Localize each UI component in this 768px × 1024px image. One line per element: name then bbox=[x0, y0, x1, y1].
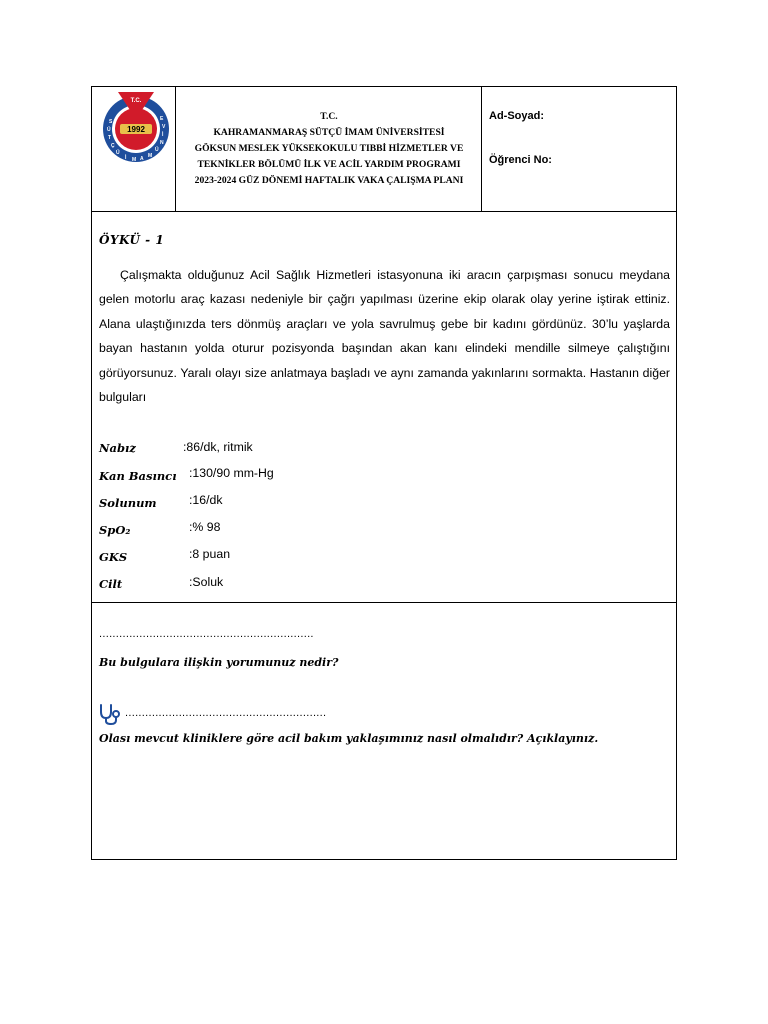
vital-value-pulse: :86/dk, ritmik bbox=[183, 440, 253, 454]
svg-text:Ü: Ü bbox=[155, 147, 159, 153]
logo-year: 1992 bbox=[127, 125, 145, 134]
header-line-1: T.C. bbox=[320, 111, 338, 122]
logo-tc-text: T.C. bbox=[130, 98, 142, 104]
vital-value-spo2: :% 98 bbox=[189, 520, 221, 534]
header-title bbox=[176, 87, 482, 211]
vital-label-gcs: GKS bbox=[99, 550, 128, 564]
section-divider bbox=[92, 602, 676, 603]
name-field-label[interactable]: Ad-Soyad: bbox=[489, 110, 544, 122]
story-text: Çalışmakta olduğunuz Acil Sağlık Hizmetleri istasyonuna iki aracın çarpışması sonucu meydana gelen motorlu araç kazası nedeniyle bir çağrı yapılması üzerine ekip olarak olay yerine iştirak ettiniz. Alana ulaştığınızda ters dönmüş araçları ve yola savrulmuş gebe bir kadını gördünüz. 30’lu yaşlarda bayan hastanın yolda oturur pozisyonda başından akan kanı elindeki mendille silmeye çalıştığını görüyorsunuz. Yaralı olayı size anlatmaya başladı ve aynı zamanda yakınlarını sormakta. Hastanın diğer bulguları bbox=[99, 268, 670, 405]
header-line-5: 2023-2024 GÜZ DÖNEMİ HAFTALIK VAKA ÇALIŞMA PLANI bbox=[194, 175, 464, 186]
svg-text:N: N bbox=[160, 140, 164, 146]
student-no-field-label[interactable]: Öğrenci No: bbox=[489, 154, 552, 166]
vital-value-blood-pressure: :130/90 mm-Hg bbox=[189, 466, 274, 480]
header-line-3: GÖKSUN MESLEK YÜKSEKOKULU TIBBİ HİZMETLER VE bbox=[194, 143, 464, 154]
vital-label-skin: Cilt bbox=[99, 577, 123, 591]
svg-text:İ: İ bbox=[162, 132, 164, 138]
svg-text:Ü: Ü bbox=[116, 150, 120, 156]
svg-text:M: M bbox=[132, 157, 137, 163]
question-1: Bu bulgulara ilişkin yorumunuz nedir? bbox=[99, 656, 339, 669]
question-2: Olası mevcut kliniklere göre acil bakım yaklaşımınız nasıl olmalıdır? Açıklayınız. bbox=[99, 732, 599, 745]
vital-value-respiration: :16/dk bbox=[189, 493, 223, 507]
vital-label-pulse: Nabız bbox=[99, 441, 136, 455]
svg-text:E: E bbox=[160, 116, 164, 122]
story-title: ÖYKÜ - 1 bbox=[99, 233, 165, 247]
vital-label-blood-pressure: Kan Basıncı bbox=[99, 469, 177, 483]
vital-value-gcs: :8 puan bbox=[189, 547, 231, 561]
header-line-4: TEKNİKLER BÖLÜMÜ İLK VE ACİL YARDIM PROGRAMI bbox=[197, 159, 461, 170]
header-bottom-line bbox=[92, 211, 676, 212]
svg-text:Ç: Ç bbox=[111, 143, 115, 149]
svg-text:A: A bbox=[140, 156, 144, 162]
vital-label-respiration: Solunum bbox=[99, 496, 157, 510]
vital-value-skin: :Soluk bbox=[189, 575, 224, 589]
answer-line-2[interactable]: ............................................................ bbox=[125, 707, 327, 719]
answer-line-1[interactable]: ................................................................ bbox=[99, 628, 314, 640]
stethoscope-icon bbox=[98, 703, 122, 725]
svg-text:Ü: Ü bbox=[107, 127, 111, 133]
svg-text:İ: İ bbox=[125, 155, 127, 161]
university-seal-logo bbox=[98, 89, 174, 165]
case-study-form bbox=[91, 86, 677, 860]
svg-text:T: T bbox=[108, 135, 112, 141]
svg-text:S: S bbox=[109, 119, 113, 125]
svg-text:V: V bbox=[162, 124, 166, 130]
header-line-2: KAHRAMANMARAŞ SÜTÇÜ İMAM ÜNİVERSİTESİ bbox=[213, 127, 445, 138]
svg-text:M: M bbox=[148, 153, 153, 159]
vital-label-spo2: SpO₂ bbox=[99, 523, 131, 537]
